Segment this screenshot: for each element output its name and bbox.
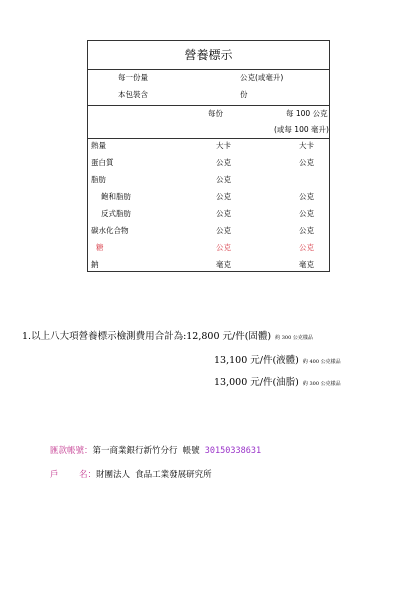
fee-line-3-text: 13,000 元/件(油脂) xyxy=(214,377,299,388)
nutrient-label: 糖 xyxy=(96,243,104,252)
divider-line xyxy=(88,105,329,106)
fee-line-1-note: 約 300 公克樣品 xyxy=(275,335,313,341)
nutrition-title: 營養標示 xyxy=(88,41,329,70)
holder-label: 戶 名： xyxy=(50,470,96,480)
servings-unit: 份 xyxy=(240,90,248,99)
per-serving-unit: 公克 xyxy=(216,175,231,184)
nutrient-label: 反式脂肪 xyxy=(101,209,131,218)
per-100-unit: 公克 xyxy=(299,243,314,252)
per-serving-unit: 公克 xyxy=(216,243,231,252)
fee-line-2 xyxy=(214,355,341,368)
payment-holder-line xyxy=(50,470,212,481)
per-100-unit: 毫克 xyxy=(299,260,314,269)
nutrient-label: 飽和脂肪 xyxy=(101,192,131,201)
account-number: 30150338631 xyxy=(204,446,262,456)
per-100-unit: 公克 xyxy=(299,226,314,235)
nutrient-label: 碳水化合物 xyxy=(91,226,129,235)
serving-size-label: 每一份量 xyxy=(118,73,148,82)
fee-line-1 xyxy=(22,331,313,344)
per-serving-unit: 公克 xyxy=(216,209,231,218)
bank-text: 第一商業銀行新竹分行 帳號 xyxy=(92,446,200,456)
divider-line xyxy=(88,138,329,139)
servings-label: 本包裝含 xyxy=(118,90,148,99)
fee-line-2-note: 約 400 公克樣品 xyxy=(302,359,341,365)
per-serving-unit: 公克 xyxy=(216,158,231,167)
account-label: 匯款帳號： xyxy=(50,446,93,456)
nutrient-label: 脂肪 xyxy=(91,175,106,184)
per-100-unit: 公克 xyxy=(299,209,314,218)
fee-line-2-text: 13,100 元/件(液體) xyxy=(214,355,299,366)
nutrition-facts-table xyxy=(87,40,330,272)
nutrient-label: 蛋白質 xyxy=(91,158,114,167)
payment-account-line xyxy=(50,446,261,457)
per-100-unit: 大卡 xyxy=(299,141,314,150)
per-100-header-alt: (或每 100 毫升) xyxy=(274,125,329,134)
per-serving-unit: 公克 xyxy=(216,226,231,235)
nutrient-label: 熱量 xyxy=(91,141,106,150)
per-serving-unit: 公克 xyxy=(216,192,231,201)
fee-line-3-note: 約 300 公克樣品 xyxy=(302,381,341,387)
serving-size-unit: 公克(或毫升) xyxy=(240,73,284,82)
fee-line-3 xyxy=(214,377,341,390)
fee-line-1-text: 1.以上八大項營養標示檢測費用合計為:12,800 元/件(固體) xyxy=(22,331,272,342)
per-serving-unit: 大卡 xyxy=(216,141,231,150)
per-serving-header: 每份 xyxy=(208,109,223,118)
per-serving-unit: 毫克 xyxy=(216,260,231,269)
per-100-unit: 公克 xyxy=(299,192,314,201)
per-100-unit: 公克 xyxy=(299,158,314,167)
per-100-header: 每 100 公克 xyxy=(286,109,328,118)
holder-name: 財團法人 食品工業發展研究所 xyxy=(95,470,212,480)
nutrient-label: 鈉 xyxy=(91,260,99,269)
